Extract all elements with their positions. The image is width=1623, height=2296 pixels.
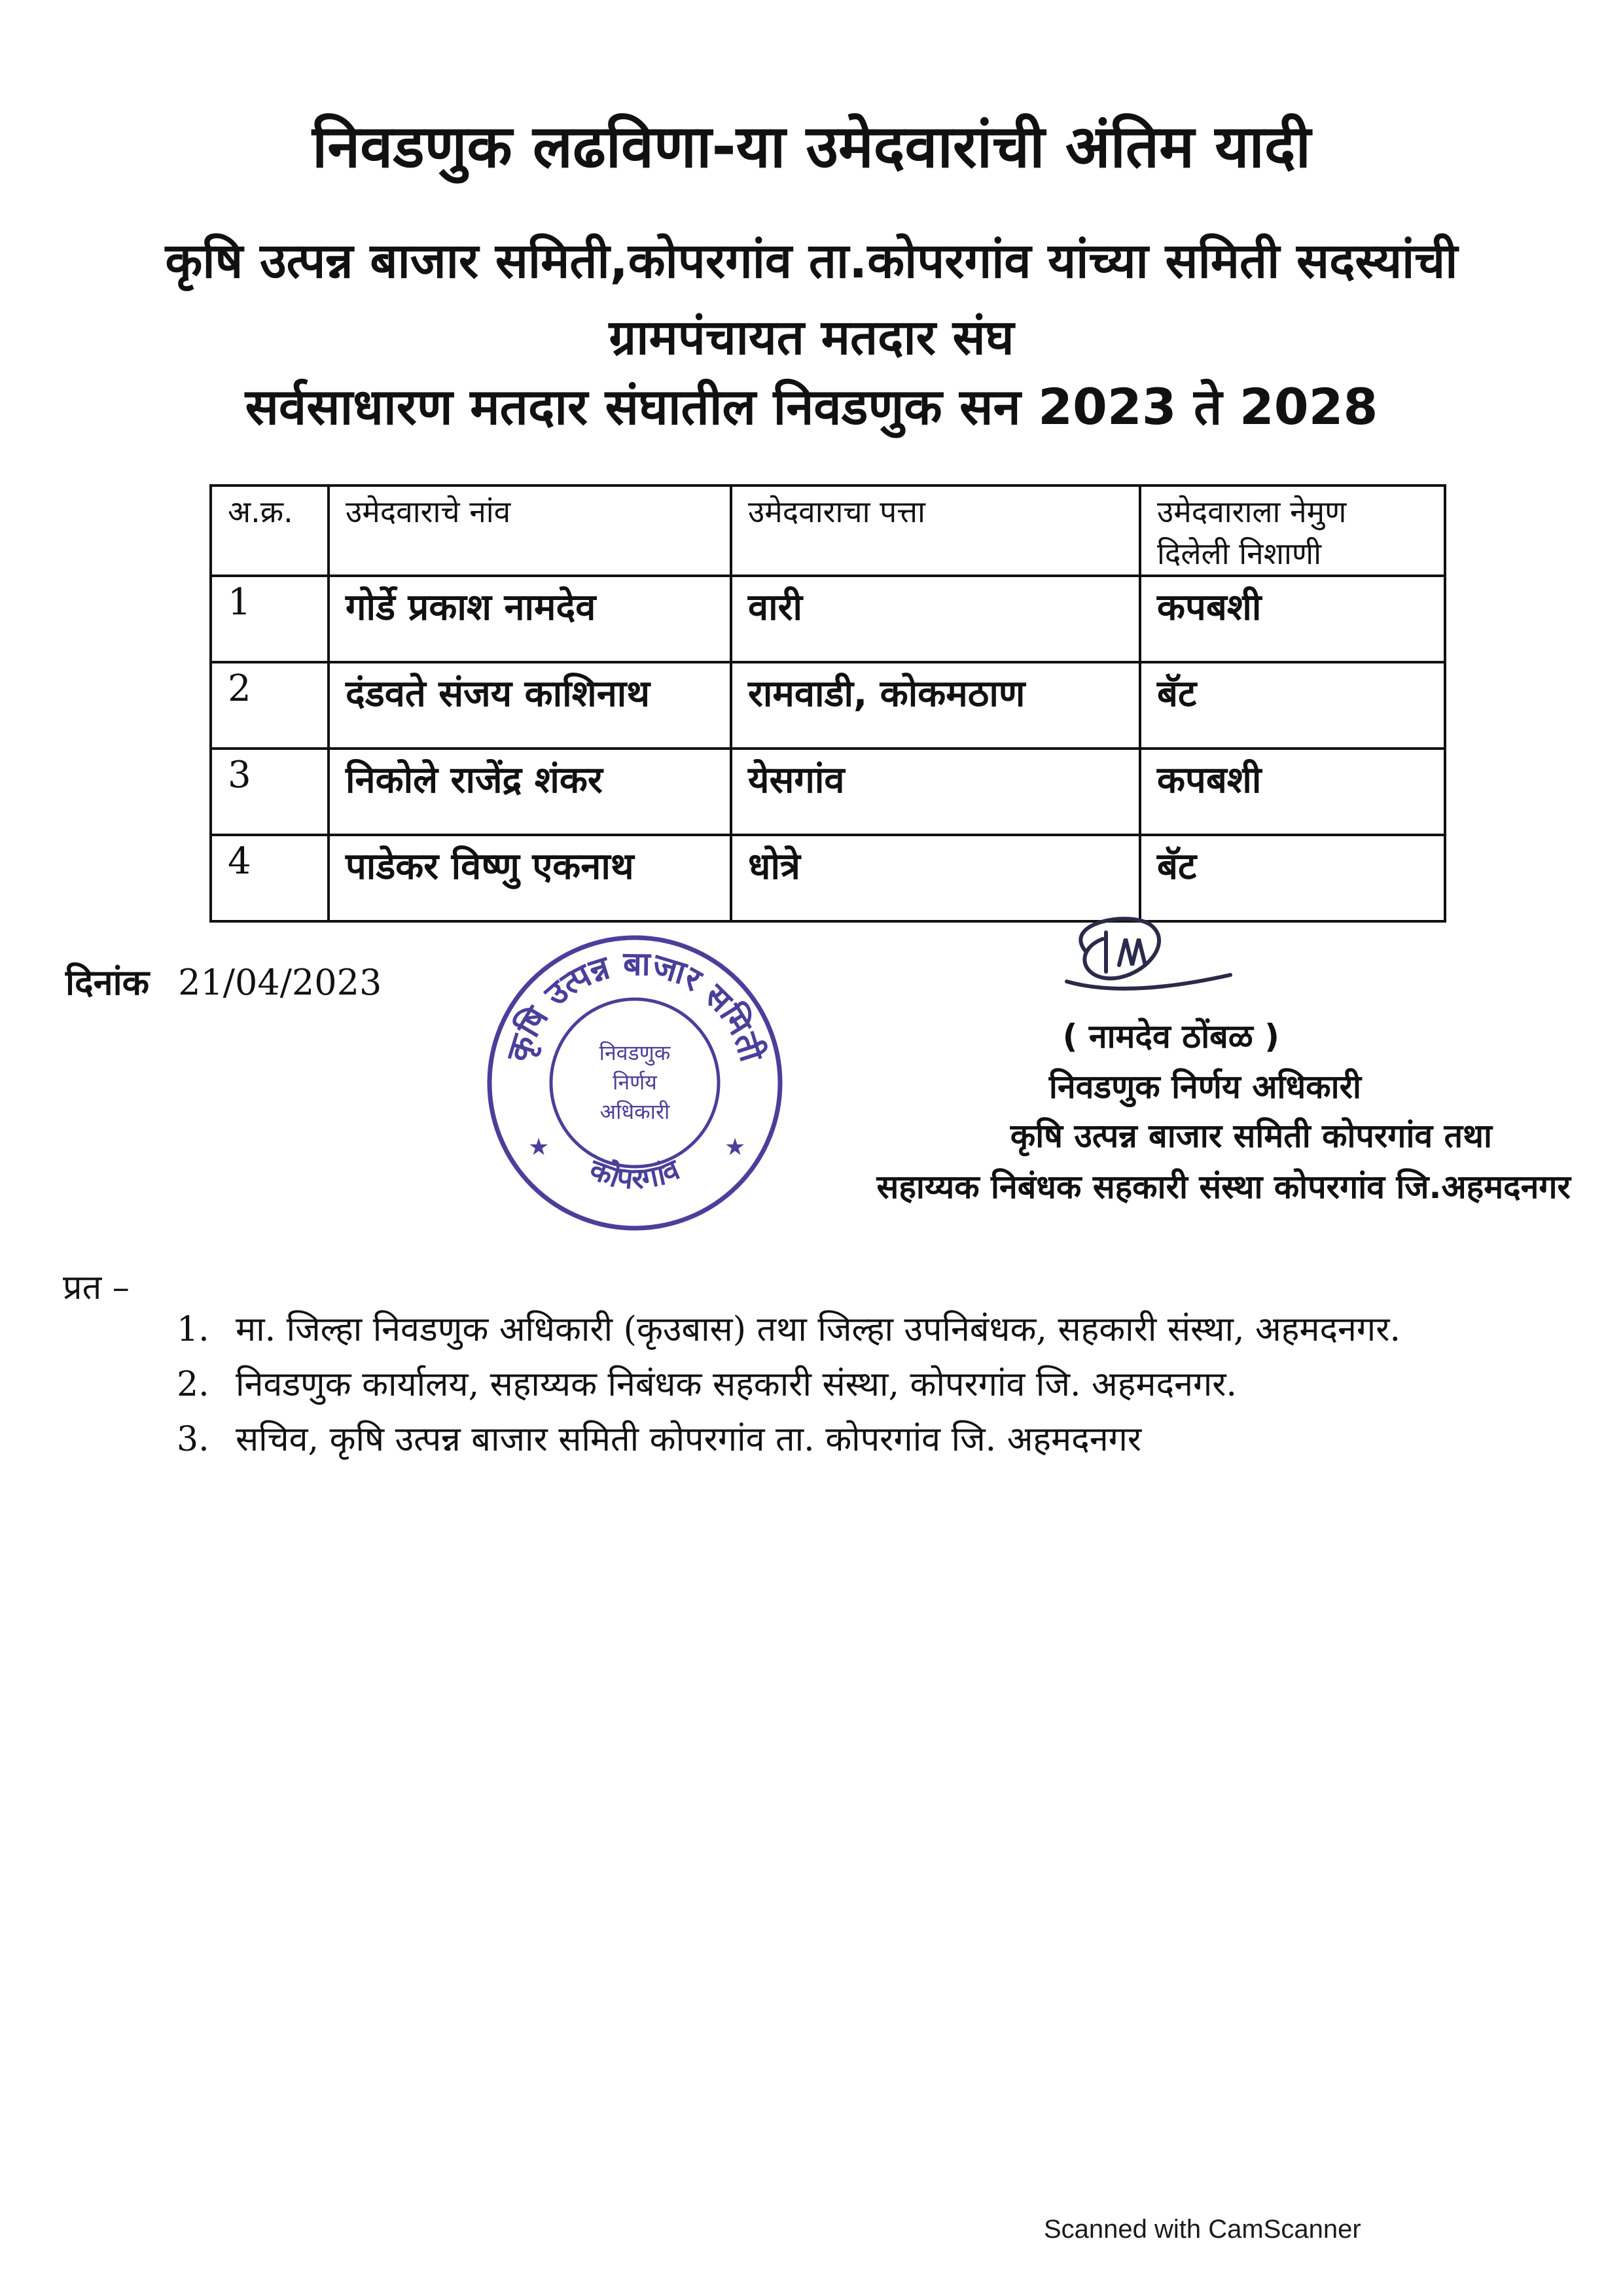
list-item-text: निवडणुक कार्यालय, सहाय्यक निबंधक सहकारी संस्था, कोपरगांव जि. अहमदनगर. xyxy=(236,1365,1238,1404)
list-item-text: सचिव, कृषि उत्पन्न बाजार समिती कोपरगांव ता. कोपरगांव जि. अहमदनगर xyxy=(236,1420,1142,1459)
cell-symbol: बॅट xyxy=(1140,835,1445,921)
cell-address: येसगांव xyxy=(731,749,1140,835)
cell-name: दंडवते संजय काशिनाथ xyxy=(329,662,731,749)
seal-star-icon: ★ xyxy=(528,1134,550,1161)
cell-serial: 3 xyxy=(211,749,329,835)
cell-address: रामवाडी, कोकमठाण xyxy=(731,662,1140,749)
column-header-symbol: उमेदवाराला नेमुण दिलेली निशाणी xyxy=(1140,486,1445,576)
cell-name: निकोले राजेंद्र शंकर xyxy=(329,749,731,835)
official-seal xyxy=(481,929,789,1237)
candidate-table xyxy=(209,484,1446,923)
table-row xyxy=(211,835,1445,921)
list-item-text: मा. जिल्हा निवडणुक अधिकारी (कृउबास) तथा जिल्हा उपनिबंधक, सहकारी संस्था, अहमदनगर. xyxy=(236,1310,1400,1349)
copy-to-list xyxy=(177,1302,1400,1467)
signatory-organisation: कृषि उत्पन्न बाजार समिती कोपरगांव तथा xyxy=(1010,1117,1492,1155)
date-value: 21/04/2023 xyxy=(178,962,382,1003)
cell-name: गोर्डे प्रकाश नामदेव xyxy=(329,576,731,662)
list-item-number: 3. xyxy=(177,1420,209,1459)
column-header-address: उमेदवाराचा पत्ता xyxy=(731,486,1140,576)
cell-symbol: कपबशी xyxy=(1140,749,1445,835)
constituency-heading: ग्रामपंचायत मतदार संघ xyxy=(609,309,1014,366)
table-row xyxy=(211,662,1445,749)
svg-text:कोपरगांव xyxy=(584,1152,685,1196)
seal-inner-line-1: निवडणुक xyxy=(599,1040,671,1065)
scanner-watermark: Scanned with CamScanner xyxy=(1044,2215,1361,2244)
signatory-office: सहाय्यक निबंधक सहकारी संस्था कोपरगांव जि.अहमदनगर xyxy=(876,1168,1571,1206)
list-item-number: 1. xyxy=(177,1310,209,1349)
cell-serial: 1 xyxy=(211,576,329,662)
date-line xyxy=(65,957,382,1005)
cell-serial: 4 xyxy=(211,835,329,921)
column-header-serial: अ.क्र. xyxy=(211,486,329,576)
date-label: दिनांक xyxy=(65,962,150,1003)
officer-signature xyxy=(1041,903,1237,1008)
election-period-heading: सर्वसाधारण मतदार संघातील निवडणुक सन 2023 ते 2028 xyxy=(245,378,1378,436)
cell-address: वारी xyxy=(731,576,1140,662)
cell-symbol: कपबशी xyxy=(1140,576,1445,662)
signatory-name: ( नामदेव ठोंबळ ) xyxy=(1062,1017,1279,1055)
document-title: निवडणुक लढविणा-या उमेदवारांची अंतिम यादी xyxy=(312,113,1311,181)
seal-inner-line-3: अधिकारी xyxy=(599,1099,670,1124)
list-item xyxy=(177,1357,1400,1412)
table-header-row xyxy=(211,486,1445,576)
table-row xyxy=(211,576,1445,662)
seal-star-icon: ★ xyxy=(724,1134,746,1161)
list-item-number: 2. xyxy=(177,1365,209,1404)
cell-serial: 2 xyxy=(211,662,329,749)
list-item xyxy=(177,1302,1400,1357)
signatory-designation: निवडणुक निर्णय अधिकारी xyxy=(1048,1068,1361,1106)
seal-outer-text: कृषि उत्पन्न बाजार समिती xyxy=(499,944,771,1066)
seal-bottom-text: कोपरगांव xyxy=(585,1152,685,1196)
table-row xyxy=(211,749,1445,835)
cell-address: धोत्रे xyxy=(731,835,1140,921)
cell-symbol: बॅट xyxy=(1140,662,1445,749)
copy-to-label: प्रत – xyxy=(63,1268,130,1307)
seal-inner-line-2: निर्णय xyxy=(613,1070,657,1095)
cell-name: पाडेकर विष्णु एकनाथ xyxy=(329,835,731,921)
list-item xyxy=(177,1412,1400,1467)
document-subtitle: कृषि उत्पन्न बाजार समिती,कोपरगांव ता.कोपरगांव यांच्या समिती सदस्यांची xyxy=(165,233,1458,289)
column-header-name: उमेदवाराचे नांव xyxy=(329,486,731,576)
